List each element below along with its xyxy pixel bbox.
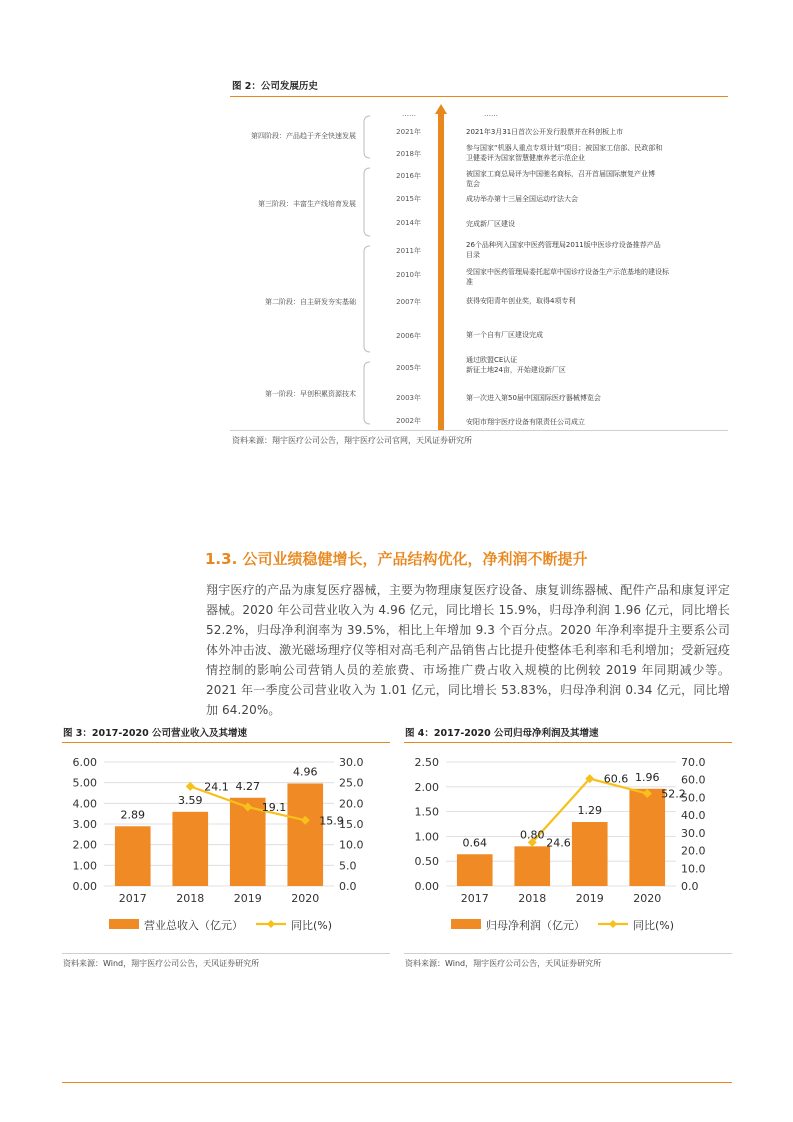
bar-value-label: 1.96	[635, 770, 660, 784]
x-tick-label: 2020	[633, 892, 662, 905]
y-right-tick-label: 60.0	[681, 773, 706, 787]
year-2014: 2014年	[396, 219, 421, 227]
legend-bar-swatch	[451, 919, 481, 929]
y-left-tick-label: 0.00	[414, 880, 439, 893]
y-right-tick-label: 30.0	[339, 756, 364, 769]
y-left-tick-label: 2.50	[414, 756, 439, 769]
event-2003: 第一次进入第50届中国国际医疗器械博览会	[466, 394, 601, 402]
figure4-top-rule	[404, 742, 732, 743]
bar-value-label: 0.80	[520, 828, 545, 842]
year-2021: 2021年	[396, 128, 421, 136]
footer-rule	[62, 1082, 732, 1083]
y-left-tick-label: 3.00	[72, 818, 97, 831]
stage-brackets	[361, 100, 371, 430]
stage-4: 第四阶段：产品趋于齐全快速发展	[251, 132, 356, 140]
y-left-tick-label: 1.50	[414, 805, 439, 819]
y-left-tick-label: 0.50	[414, 855, 439, 869]
timeline-arrow	[434, 104, 448, 430]
figure2-bottom-rule	[230, 430, 728, 431]
event-2015: 成功举办第十三届全国运动疗法大会	[466, 195, 578, 203]
y-right-tick-label: 5.0	[339, 859, 357, 873]
growth-point	[186, 782, 195, 791]
event-2006: 第一个自有厂区建设完成	[466, 331, 543, 339]
x-tick-label: 2017	[118, 892, 147, 905]
x-tick-label: 2019	[233, 892, 262, 905]
y-right-tick-label: 0.0	[339, 880, 357, 893]
year-2007: 2007年	[396, 298, 421, 306]
legend-line-marker	[267, 920, 275, 928]
y-right-tick-label: 70.0	[681, 756, 706, 769]
year-2003: 2003年	[396, 394, 421, 402]
year-2010: 2010年	[396, 271, 421, 279]
y-left-tick-label: 2.00	[414, 780, 439, 794]
timeline	[226, 100, 726, 430]
net-profit-chart	[404, 748, 734, 948]
figure3-source: 资料来源：Wind，翔宇医疗公司公告，天风证券研究所	[63, 959, 260, 968]
figure2-title: 图 2：公司发展历史	[232, 81, 318, 92]
x-tick-label: 2017	[460, 892, 489, 905]
y-left-tick-label: 1.00	[414, 830, 439, 844]
event-2016: 被国家工商总局评为中国驰名商标，召开首届国际康复产业博览会	[466, 170, 655, 188]
x-tick-label: 2019	[575, 892, 604, 905]
bar-2017	[115, 826, 151, 886]
event-2014: 完成新厂区建设	[466, 220, 515, 228]
y-right-tick-label: 25.0	[339, 776, 364, 790]
event-2007: 获得安阳青年创业奖，取得4项专利	[466, 297, 576, 305]
y-right-tick-label: 0.0	[681, 880, 699, 893]
legend-line-label: 同比(%)	[291, 919, 333, 932]
figure2-top-rule	[230, 96, 728, 97]
event-2005: 通过欧盟CE认证 新征土地24亩，开始建设新厂区	[466, 356, 566, 374]
event-2011: 26个品种列入国家中医药管理局2011版中医诊疗设备推荐产品目录	[466, 241, 661, 259]
growth-value-label: 24.1	[204, 780, 229, 794]
figure3-top-rule	[62, 742, 390, 743]
section-heading: 1.3. 公司业绩稳健增长，产品结构优化，净利润不断提升	[205, 550, 588, 568]
figure2-source: 资料来源：翔宇医疗公司公告，翔宇医疗公司官网，天风证券研究所	[232, 436, 472, 445]
event-2021: 2021年3月31日首次公开发行股票并在科创板上市	[466, 128, 624, 136]
bar-2017	[457, 854, 493, 886]
year-2005: 2005年	[396, 364, 421, 372]
y-right-tick-label: 40.0	[681, 809, 706, 823]
y-right-tick-label: 50.0	[681, 791, 706, 805]
year-2011: 2011年	[396, 247, 421, 255]
ellipsis-left: ……	[402, 110, 416, 118]
bar-value-label: 1.29	[577, 804, 602, 818]
figure4-source: 资料来源：Wind，翔宇医疗公司公告，天风证券研究所	[405, 959, 602, 968]
y-right-tick-label: 10.0	[339, 838, 364, 852]
bar-value-label: 4.27	[235, 779, 260, 793]
growth-value-label: 24.6	[546, 836, 571, 850]
y-left-tick-label: 2.00	[72, 838, 97, 852]
y-right-tick-label: 20.0	[681, 844, 706, 858]
year-2015: 2015年	[396, 195, 421, 203]
legend-line-marker	[609, 920, 617, 928]
year-2006: 2006年	[396, 332, 421, 340]
figure3-bottom-rule	[62, 953, 390, 954]
y-left-tick-label: 0.00	[72, 880, 97, 893]
growth-value-label: 19.1	[261, 801, 287, 815]
event-2010: 受国家中医药管理局委托起草中国诊疗设备生产示范基地的建设标准	[466, 268, 669, 286]
legend-bar-label: 营业总收入（亿元）	[144, 919, 243, 932]
figure4-title: 图 4：2017-2020 公司归母净利润及其增速	[405, 728, 599, 739]
bar-2018	[514, 846, 550, 886]
bar-2020	[629, 789, 665, 886]
growth-value-label: 60.6	[603, 772, 629, 786]
stage-2: 第二阶段：自主研发夯实基础	[265, 298, 356, 306]
legend-bar-label: 归母净利润（亿元）	[486, 919, 585, 932]
x-tick-label: 2020	[291, 892, 320, 905]
bar-2020	[287, 783, 323, 886]
event-2018: 参与国家“机器人重点专项计划”项目；被国家工信部、民政部和卫健委评为国家智慧健康养老示范企业	[466, 144, 663, 162]
bar-value-label: 0.64	[462, 836, 487, 850]
year-2016: 2016年	[396, 172, 421, 180]
growth-value-label: 15.9	[319, 814, 344, 828]
y-right-tick-label: 15.0	[339, 818, 364, 831]
legend-bar-swatch	[109, 919, 139, 929]
bar-2019	[572, 822, 608, 886]
event-2002: 安阳市翔宇医疗设备有限责任公司成立	[466, 418, 585, 426]
x-tick-label: 2018	[518, 892, 547, 905]
y-left-tick-label: 6.00	[72, 756, 97, 769]
y-right-tick-label: 20.0	[339, 797, 364, 811]
stage-3: 第三阶段：丰富生产线培育发展	[258, 200, 356, 208]
bar-value-label: 3.59	[178, 793, 203, 807]
ellipsis-right: ……	[484, 110, 498, 118]
x-tick-label: 2018	[176, 892, 205, 905]
year-2002: 2002年	[396, 417, 421, 425]
figure4-bottom-rule	[404, 953, 732, 954]
bar-value-label: 4.96	[293, 765, 318, 779]
y-left-tick-label: 1.00	[72, 859, 97, 873]
legend-line-label: 同比(%)	[633, 919, 675, 932]
y-left-tick-label: 5.00	[72, 776, 97, 790]
y-right-tick-label: 30.0	[681, 826, 706, 840]
figure3-title: 图 3：2017-2020 公司营业收入及其增速	[63, 728, 248, 739]
bar-2018	[172, 812, 208, 886]
y-right-tick-label: 10.0	[681, 862, 706, 876]
growth-value-label: 52.2	[661, 787, 686, 801]
stage-1: 第一阶段：早创积累资源技术	[265, 390, 356, 398]
year-2018: 2018年	[396, 150, 421, 158]
y-left-tick-label: 4.00	[72, 797, 97, 811]
bar-value-label: 2.89	[120, 808, 145, 822]
revenue-chart	[62, 748, 392, 948]
section-paragraph: 翔宇医疗的产品为康复医疗器械，主要为物理康复医疗设备、康复训练器械、配件产品和康复评定器械。2020 年公司营业收入为 4.96 亿元，同比增长 15.9%，归母净利润 1.96 亿元，同比增长 52.2%，归母净利润率为 39.5%，相比上年增加 9.3 个百分点。2020 年净利率提升主要系公司体外冲击波、激光磁场理疗仪等相对高毛利产品销售占比提升使整体毛利率和毛利增加；受新冠疫情控制的影响公司营销人员的差旅费、市场推广费占收入规模的比例较 2019 年同期减少等。2021 年一季度公司营业收入为 1.01 亿元，同比增长 53.83%，归母净利润 0.34 亿元，同比增加 64.20%。	[206, 583, 730, 717]
